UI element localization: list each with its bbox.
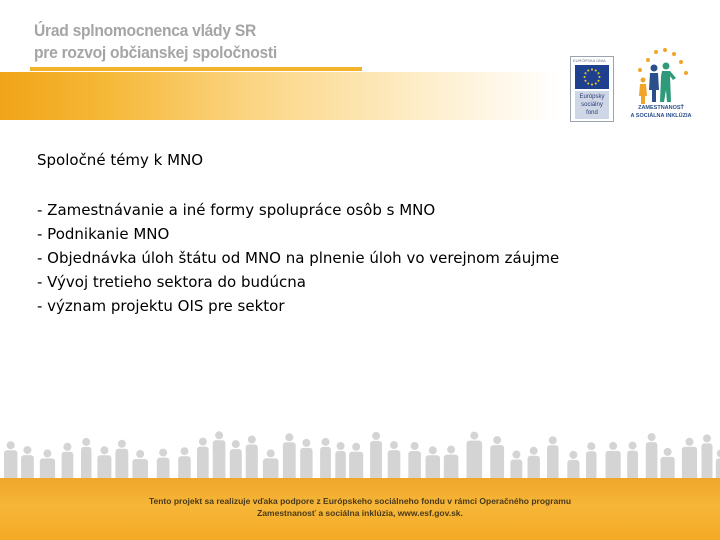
zsi-logo-line2: A SOCIÁLNA INKLÚZIA — [630, 113, 692, 119]
header-gold-band — [0, 72, 560, 120]
header-title-line2: pre rozvoj občianskej spoločnosti — [34, 43, 277, 62]
content-body — [37, 150, 677, 318]
esf-logo-caption: EURÓPSKA ÚNIA — [573, 58, 606, 63]
header-title — [34, 20, 298, 64]
footer-line2: Zamestnanosť a sociálna inklúzia, www.esf.gov.sk. — [257, 508, 463, 518]
people-stars-icon — [626, 46, 696, 106]
esf-logo-line2: sociálny — [581, 102, 603, 108]
list-item: - Objednávka úloh štátu od MNO na plnenie úloh vo verejnom záujme — [37, 249, 560, 267]
list-item: - Zamestnávanie a iné formy spolupráce osôb s MNO — [37, 201, 436, 219]
content-heading: Spoločné témy k MNO — [37, 151, 204, 169]
esf-logo — [570, 56, 614, 122]
list-item: - Vývoj tretieho sektora do budúcna — [37, 273, 306, 291]
esf-logo-line3: fond — [586, 110, 598, 116]
list-item: - Podnikanie MNO — [37, 225, 170, 243]
zsi-logo-line1: ZAMESTNANOSŤ — [638, 105, 684, 111]
footer-line1: Tento projekt sa realizuje vďaka podpore z Európskeho sociálneho fondu v rámci Operačného programu — [148, 496, 572, 506]
crowd-silhouette-decoration — [0, 425, 720, 485]
eu-flag-icon — [575, 65, 609, 89]
esf-logo-label — [575, 91, 609, 119]
esf-logo-line1: Európsky — [579, 94, 605, 100]
title-underline — [30, 67, 362, 71]
zamestnanost-logo — [626, 46, 696, 122]
footer-text — [0, 495, 720, 519]
header-title-line1: Úrad splnomocnenca vlády SR — [34, 21, 257, 40]
list-item: - význam projektu OIS pre sektor — [37, 297, 285, 315]
